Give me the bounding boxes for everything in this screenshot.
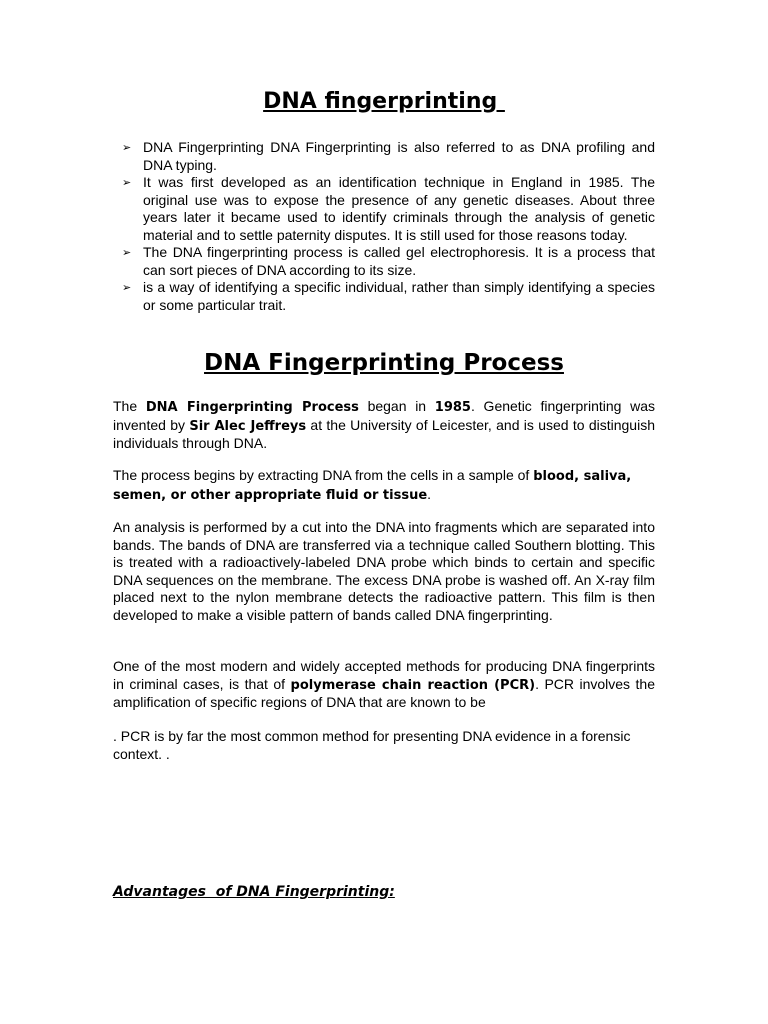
text-run: The process begins by extracting DNA from the cells in a sample of <box>113 467 534 483</box>
text-run: at the University of Leicester, and is used to distinguish individuals through DNA. <box>113 416 655 451</box>
paragraph-pcr-forensic: . PCR is by far the most common method for presenting DNA evidence in a forensic context. . <box>113 728 631 762</box>
text-run: began in <box>358 398 435 414</box>
bullet-item <box>120 139 655 174</box>
arrow-bullet-icon: ➢ <box>122 141 132 154</box>
bullet-text: It was first developed as an identification technique in England in 1985. The original use was to expose the presence of any genetic diseases. About three years later it became used to identify criminals through the analysis of genetic material and to settle paternity disputes. It is still used for those reasons today. <box>143 174 655 243</box>
bullet-text: is a way of identifying a specific individual, rather than simply identifying a species or some particular trait. <box>143 279 655 313</box>
text-run: One of the most modern and widely accepted methods for producing DNA fingerprints in criminal cases, is that of <box>113 658 655 692</box>
bold-text: 1985 <box>434 400 471 415</box>
bullet-item <box>120 279 655 314</box>
paragraph-pcr <box>113 658 655 712</box>
bullet-item <box>120 174 655 244</box>
arrow-bullet-icon: ➢ <box>122 281 132 294</box>
text-run: . PCR involves the amplification of specific regions of DNA that are known to be <box>113 675 655 710</box>
bullet-text: DNA Fingerprinting DNA Fingerprinting is also referred to as DNA profiling and DNA typing. <box>143 139 655 173</box>
arrow-bullet-icon: ➢ <box>122 176 132 189</box>
text-run: . Genetic fingerprinting was invented by <box>113 398 656 433</box>
bold-text: DNA Fingerprinting Process <box>145 400 359 415</box>
text-run: . <box>427 485 432 502</box>
text-run: The <box>113 398 146 414</box>
advantages-heading: Advantages of DNA Fingerprinting: <box>113 884 395 900</box>
document-title: DNA fingerprinting <box>263 89 505 114</box>
paragraph-extraction <box>113 467 655 504</box>
bold-text: Sir Alec Jeffreys <box>189 418 307 434</box>
bold-text: polymerase chain reaction (PCR) <box>290 677 536 693</box>
paragraph-history <box>113 398 655 453</box>
bullet-item <box>120 244 655 279</box>
bullet-text: The DNA fingerprinting process is called gel electrophoresis. It is a process that can sort pieces of DNA according to its size. <box>143 244 655 278</box>
arrow-bullet-icon: ➢ <box>122 246 132 259</box>
paragraph-analysis: An analysis is performed by a cut into the DNA into fragments which are separated into bands. The bands of DNA are transferred via a technique called Southern blotting. This is treated with a radioactively-labeled DNA probe which binds to certain and specific DNA sequences on the membrane. The excess DNA probe is washed off. An X-ray film placed next to the nylon membrane detects the radioactive pattern. This film is then developed to make a visible pattern of bands called DNA fingerprinting. <box>113 519 655 623</box>
section-title: DNA Fingerprinting Process <box>204 350 564 376</box>
bold-text: blood, saliva, semen, or other appropriate fluid or tissue <box>113 469 632 503</box>
intro-bullet-list <box>120 139 655 314</box>
